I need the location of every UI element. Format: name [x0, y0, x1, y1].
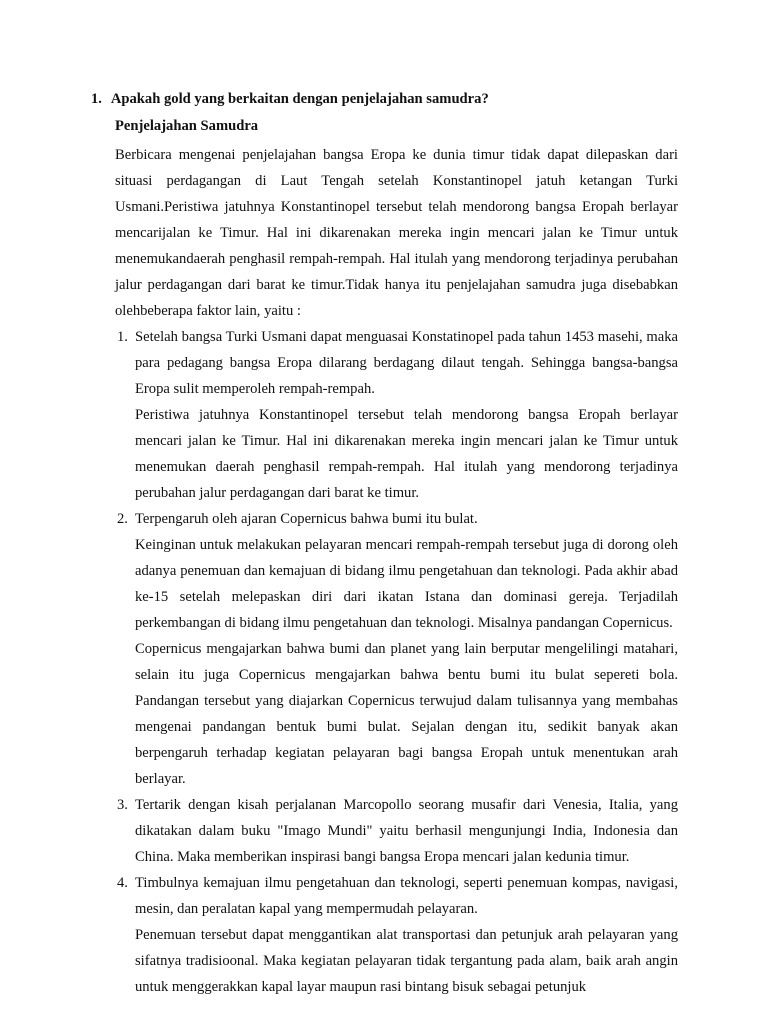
factor-paragraph: Setelah bangsa Turki Usmani dapat menguasai Konstatinopel pada tahun 1453 masehi, maka para pedagang bangsa Eropa dilarang berdagang dilaut tengah. Sehingga bangsa-bangsa Eropa sulit memperoleh rempah-rempah. — [135, 329, 678, 397]
factor-item — [115, 506, 678, 792]
factor-number: 1. — [117, 329, 128, 345]
factor-number: 4. — [117, 875, 128, 891]
factor-paragraph: Peristiwa jatuhnya Konstantinopel tersebut telah mendorong bangsa Eropah berlayar mencari jalan ke Timur. Hal ini dikarenakan mereka ingin mencari jalan ke Timur untuk menemukan daerah penghasil rempah-rempah. Hal itulah yang mendorong terjadinya perubahan jalur perdagangan dari barat ke timur. — [135, 407, 678, 501]
factor-paragraph: Timbulnya kemajuan ilmu pengetahuan dan teknologi, seperti penemuan kompas, navigasi, mesin, dan peralatan kapal yang mempermudah pelayaran. — [135, 875, 678, 917]
factor-number: 2. — [117, 511, 128, 527]
factor-item — [115, 324, 678, 506]
factor-item — [115, 870, 678, 1000]
answer-body — [115, 116, 678, 1000]
question-number: 1. — [91, 91, 102, 107]
factor-paragraph: Keinginan untuk melakukan pelayaran mencari rempah-rempah tersebut juga di dorong oleh adanya penemuan dan kemajuan di bidang ilmu pengetahuan dan teknologi. Pada akhir abad ke-15 setelah melepaskan diri dari ikatan Istana dan dominasi gereja. Terjadilah perkembangan di bidang ilmu pengetahuan dan teknologi. Misalnya pandangan Copernicus. — [135, 537, 678, 631]
question-heading — [91, 89, 691, 109]
factor-item — [115, 792, 678, 870]
factor-paragraph: Copernicus mengajarkan bahwa bumi dan planet yang lain berputar mengelilingi matahari, selain itu juga Copernicus mengajarkan bahwa bentu bumi itu bulat sepereti bola. Pandangan tersebut yang diajarkan Copernicus terwujud dalam tulisannya yang membahas mengenai pandangan bentuk bumi bulat. Sejalan dengan itu, sedikit banyak akan berpengaruh terhadap kegiatan pelayaran bagi bangsa Eropah untuk menentukan arah berlayar. — [135, 641, 678, 787]
question-text: Apakah gold yang berkaitan dengan penjelajahan samudra? — [110, 91, 489, 107]
factor-paragraph: Terpengaruh oleh ajaran Copernicus bahwa bumi itu bulat. — [135, 511, 478, 527]
factor-paragraph: Tertarik dengan kisah perjalanan Marcopollo seorang musafir dari Venesia, Italia, yang dikatakan dalam buku "Imago Mundi" yaitu berhasil mengunjungi India, Indonesia dan China. Maka memberikan inspirasi bangi bangsa Eropa mencari jalan kedunia timur. — [135, 797, 678, 865]
factor-paragraph: Penemuan tersebut dapat menggantikan alat transportasi dan petunjuk arah pelayaran yang sifatnya tradisioonal. Maka kegiatan pelayaran tidak tergantung pada alam, baik arah angin untuk menggerakkan kapal layar maupun rasi bintang bisuk sebagai petunjuk — [135, 927, 678, 995]
factor-list — [115, 324, 678, 1000]
section-title: Penjelajahan Samudra — [115, 118, 259, 134]
factor-number: 3. — [117, 797, 128, 813]
intro-paragraph: Berbicara mengenai penjelajahan bangsa Eropa ke dunia timur tidak dapat dilepaskan dari situasi perdagangan di Laut Tengah setelah Konstantinopel jatuh ketangan Turki Usmani.Peristiwa jatuhnya Konstantinopel tersebut telah mendorong bangsa Eropah berlayar mencarijalan ke Timur. Hal ini dikarenakan mereka ingin mencari jalan ke Timur untuk menemukandaerah penghasil rempah-rempah. Hal itulah yang mendorong terjadinya perubahan jalur perdagangan dari barat ke timur.Tidak hanya itu penjelajahan samudra juga disebabkan olehbeberapa faktor lain, yaitu : — [115, 147, 678, 319]
